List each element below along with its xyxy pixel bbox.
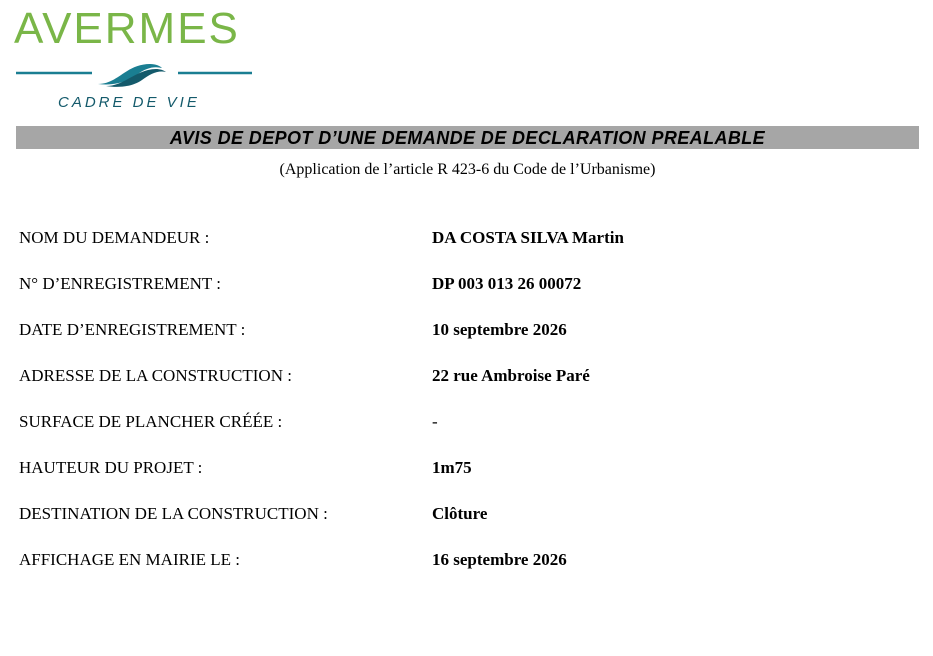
field-row-hauteur [0, 457, 933, 479]
field-label: ADRESSE DE LA CONSTRUCTION : [19, 366, 292, 385]
field-row-affichage [0, 549, 933, 571]
field-row-demandeur [0, 227, 933, 249]
field-value: 16 septembre 2026 [432, 550, 567, 569]
field-value: - [432, 412, 438, 431]
field-value: Clôture [432, 504, 488, 523]
page-subtitle: (Application de l’article R 423-6 du Code de l’Urbanisme) [279, 161, 656, 178]
field-label: HAUTEUR DU PROJET : [19, 458, 203, 477]
field-row-adresse [0, 365, 933, 387]
field-label: DATE D’ENREGISTREMENT : [19, 320, 246, 339]
field-value: 10 septembre 2026 [432, 320, 567, 339]
field-row-enregistrement [0, 273, 933, 295]
page-title: AVIS DE DEPOT D’UNE DEMANDE DE DECLARATION PREALABLE [169, 128, 766, 148]
wave-icon [14, 60, 256, 94]
field-row-date-enregistrement [0, 319, 933, 341]
field-label: SURFACE DE PLANCHER CRÉÉE : [19, 412, 283, 431]
avermes-logo [14, 6, 256, 114]
field-value: 1m75 [432, 458, 472, 477]
field-value: DP 003 013 26 00072 [432, 274, 582, 293]
field-value: 22 rue Ambroise Paré [432, 366, 590, 385]
field-row-surface [0, 411, 933, 433]
logo-tagline: CADRE DE VIE [58, 94, 200, 111]
logo-name: AVERMES [14, 4, 240, 53]
field-label: N° D’ENREGISTREMENT : [19, 274, 221, 293]
field-label: AFFICHAGE EN MAIRIE LE : [19, 550, 240, 569]
title-bar [16, 126, 919, 149]
field-label: DESTINATION DE LA CONSTRUCTION : [19, 504, 328, 523]
field-value: DA COSTA SILVA Martin [432, 228, 624, 247]
field-row-destination [0, 503, 933, 525]
field-label: NOM DU DEMANDEUR : [19, 228, 210, 247]
